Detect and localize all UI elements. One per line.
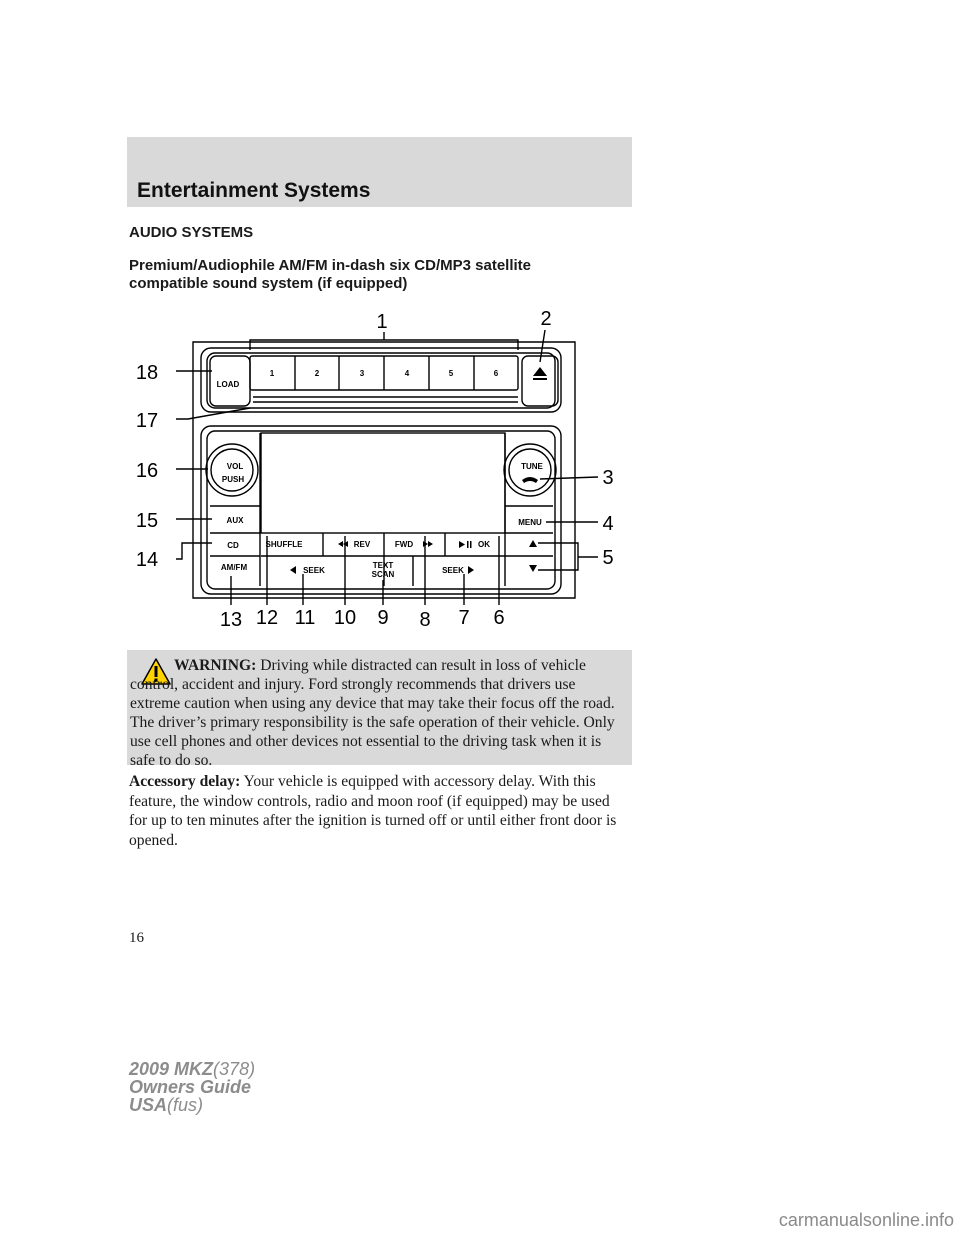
callout-number-6: 6 [493, 607, 505, 629]
footer-metadata [129, 1060, 255, 1114]
display-screen [261, 433, 505, 533]
eject-button-outline [522, 356, 558, 406]
preset-button-6[interactable]: 6 [493, 369, 499, 378]
aux-button[interactable]: AUX [226, 516, 244, 525]
watermark-link[interactable]: carmanualsonline.info [778, 1210, 954, 1230]
callout-17-leader [176, 408, 250, 419]
fwd-button[interactable]: FWD [394, 540, 414, 549]
footer-guide: Owners Guide [129, 1077, 252, 1097]
cd-button[interactable]: CD [227, 541, 239, 550]
load-button[interactable]: LOAD [216, 380, 240, 389]
callout-number-2: 2 [540, 308, 552, 330]
footer-region: USA [129, 1095, 168, 1115]
page-number: 16 [129, 930, 144, 946]
warning-box [127, 650, 632, 769]
scroll-down-arrow-icon [529, 565, 537, 572]
play-pause-icon-bar2 [470, 541, 472, 548]
preset-button-1[interactable]: 1 [269, 369, 275, 378]
vol-knob-label[interactable]: VOL [226, 462, 244, 471]
warning-body: Driving while distracted can result in loss of vehicle control, accident and injury. Ford strongly recommends that drivers use extreme caution when using any device that may take their focus off the road. The driver’s primary responsibility is the safe operation of their vehicle. Only use cell phones and other devices not essential to the driving task when it is safe to do so. [130, 657, 615, 769]
callout-number-14: 14 [135, 549, 159, 571]
header-band [127, 137, 632, 207]
callout-number-3: 3 [602, 467, 614, 489]
scroll-up-arrow-icon [529, 540, 537, 547]
seek-left-arrow-icon [290, 566, 296, 574]
play-pause-icon [459, 541, 465, 548]
ok-button[interactable]: OK [478, 540, 490, 549]
menu-button[interactable]: MENU [518, 518, 542, 527]
seek-right-button[interactable]: SEEK [442, 566, 464, 575]
vol-push-label: PUSH [221, 475, 245, 484]
callout-2-leader [540, 330, 545, 362]
preset-button-3[interactable]: 3 [359, 369, 365, 378]
am-fm-button[interactable]: AM/FM [220, 563, 248, 572]
callout-number-18: 18 [135, 362, 159, 384]
callout-number-11: 11 [294, 607, 316, 629]
eject-icon [533, 367, 547, 376]
callout-number-17: 17 [135, 410, 159, 432]
seek-left-button[interactable]: SEEK [303, 566, 325, 575]
play-pause-icon-bar1 [467, 541, 469, 548]
callout-number-16: 16 [135, 460, 159, 482]
callout-number-8: 8 [419, 609, 431, 631]
rev-button[interactable]: REV [353, 540, 371, 549]
callout-number-15: 15 [135, 510, 159, 532]
callout-number-9: 9 [377, 607, 389, 629]
shuffle-button[interactable]: SHUFFLE [265, 540, 303, 549]
accessory-delay-lead: Accessory delay: [129, 773, 241, 790]
eject-icon-bar [533, 378, 547, 380]
preset-button-4[interactable]: 4 [404, 369, 410, 378]
phone-icon [522, 477, 538, 483]
page-header-title: Entertainment Systems [137, 179, 371, 202]
callout-3-leader [540, 477, 598, 479]
callout-number-7: 7 [458, 607, 470, 629]
accessory-delay-paragraph [129, 772, 629, 850]
accessory-delay-text: Your vehicle is equipped with accessory delay. With this feature, the window controls, radio and moon roof (if equipped) may be used for up to ten minutes after the ignition is turned off or until either front door is opened. [129, 773, 617, 849]
footer-region-code: (fus) [167, 1095, 204, 1115]
scan-button[interactable]: SCAN [371, 570, 395, 579]
rewind-icon [338, 541, 348, 547]
callout-number-1: 1 [376, 311, 388, 333]
radio-faceplate-diagram [120, 300, 620, 640]
callout-number-10: 10 [333, 607, 357, 629]
callout-number-4: 4 [602, 513, 614, 535]
subsection-title: Premium/Audiophile AM/FM in-dash six CD/MP3 satellite compatible sound system (if equipped) [129, 257, 532, 292]
tune-knob-label[interactable]: TUNE [521, 462, 543, 471]
callout-number-5: 5 [602, 547, 614, 569]
preset-button-2[interactable]: 2 [314, 369, 320, 378]
seek-right-arrow-icon [468, 566, 474, 574]
callout-number-12: 12 [255, 607, 279, 629]
warning-text [130, 656, 625, 770]
text-button[interactable]: TEXT [372, 561, 394, 570]
callout-number-13: 13 [219, 609, 243, 631]
section-title: AUDIO SYSTEMS [129, 224, 254, 241]
warning-label: WARNING: [174, 657, 257, 674]
footer-model-code: (378) [213, 1059, 256, 1079]
preset-button-5[interactable]: 5 [448, 369, 454, 378]
footer-model: 2009 MKZ [129, 1059, 214, 1079]
top-module-inner [207, 353, 555, 408]
